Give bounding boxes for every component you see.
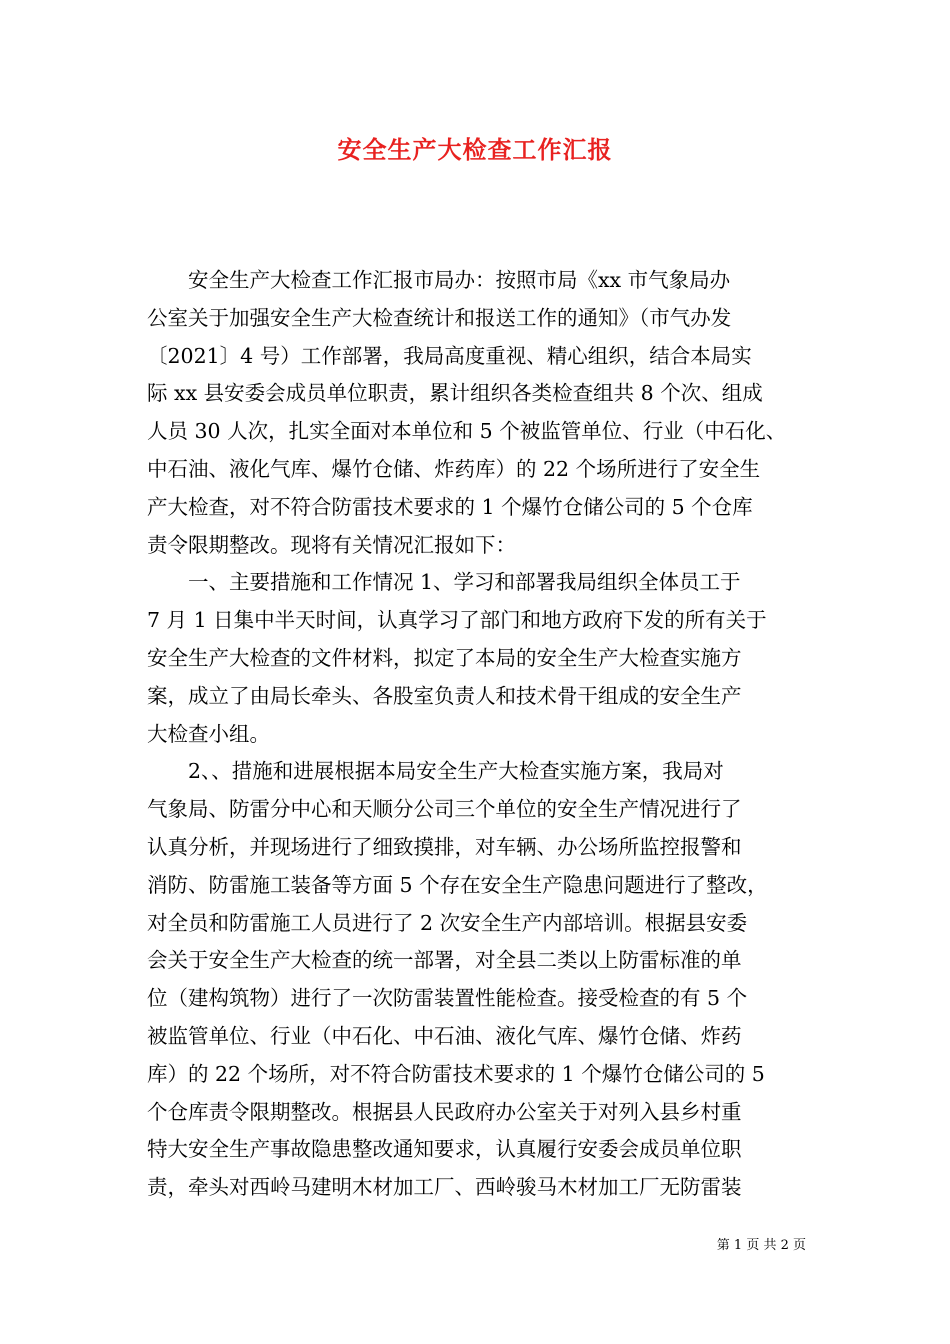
page-number: 第 1 页 共 2 页 (716, 1238, 806, 1253)
text-line: 大检查小组。 (147, 721, 270, 746)
text-line: 中石油、液化气库、爆竹仓储、炸药库）的 22 个场所进行了安全生 (147, 456, 761, 481)
text-line: 7 月 1 日集中半天时间，认真学习了部门和地方政府下发的所有关于 (147, 608, 767, 633)
document-title: 安全生产大检查工作汇报 (337, 135, 613, 164)
text-line: 际 xx 县安委会成员单位职责，累计组织各类检查组共 8 个次、组成 (147, 381, 763, 406)
text-line: 库）的 22 个场所，对不符合防雷技术要求的 1 个爆竹仓储公司的 5 (147, 1061, 765, 1086)
text-line: 责，牵头对西岭马建明木材加工厂、西岭骏马木材加工厂无防雷装 (147, 1175, 742, 1200)
text-line: 被监管单位、行业（中石化、中石油、液化气库、爆竹仓储、炸药 (147, 1023, 742, 1048)
text-line: 会关于安全生产大检查的统一部署，对全县二类以上防雷标准的单 (147, 948, 742, 973)
document-body (147, 262, 807, 1207)
text-line: 〔2021〕4 号）工作部署，我局高度重视、精心组织，结合本局实 (147, 343, 752, 368)
text-line: 一、主要措施和工作情况 1、学习和部署我局组织全体员工于 (147, 570, 741, 595)
text-line: 气象局、防雷分中心和天顺分公司三个单位的安全生产情况进行了 (147, 797, 742, 822)
text-line: 责令限期整改。现将有关情况汇报如下： (147, 532, 516, 557)
text-line: 安全生产大检查工作汇报市局办：按照市局《xx 市气象局办 (147, 268, 731, 292)
text-line: 个仓库责令限期整改。根据县人民政府办公室关于对列入县乡村重 (147, 1099, 742, 1124)
text-line: 案，成立了由局长牵头、各股室负责人和技术骨干组成的安全生产 (147, 683, 742, 708)
text-line: 2、、措施和进展根据本局安全生产大检查实施方案，我局对 (147, 759, 724, 784)
text-line: 位（建构筑物）进行了一次防雷装置性能检查。接受检查的有 5 个 (147, 986, 748, 1011)
text-line: 认真分析，并现场进行了细致摸排，对车辆、办公场所监控报警和 (147, 834, 742, 859)
text-line: 公室关于加强安全生产大检查统计和报送工作的通知》（市气办发 (147, 305, 732, 330)
text-line: 对全员和防雷施工人员进行了 2 次安全生产内部培训。根据县安委 (147, 910, 748, 935)
text-line: 特大安全生产事故隐患整改通知要求，认真履行安委会成员单位职 (147, 1137, 742, 1162)
text-line: 产大检查，对不符合防雷技术要求的 1 个爆竹仓储公司的 5 个仓库 (147, 494, 753, 519)
text-line: 人员 30 人次，扎实全面对本单位和 5 个被监管单位、行业（中石化、 (147, 419, 787, 444)
text-line: 消防、防雷施工装备等方面 5 个存在安全生产隐患问题进行了整改， (147, 872, 768, 897)
text-line: 安全生产大检查的文件材料，拟定了本局的安全生产大检查实施方 (147, 645, 742, 670)
